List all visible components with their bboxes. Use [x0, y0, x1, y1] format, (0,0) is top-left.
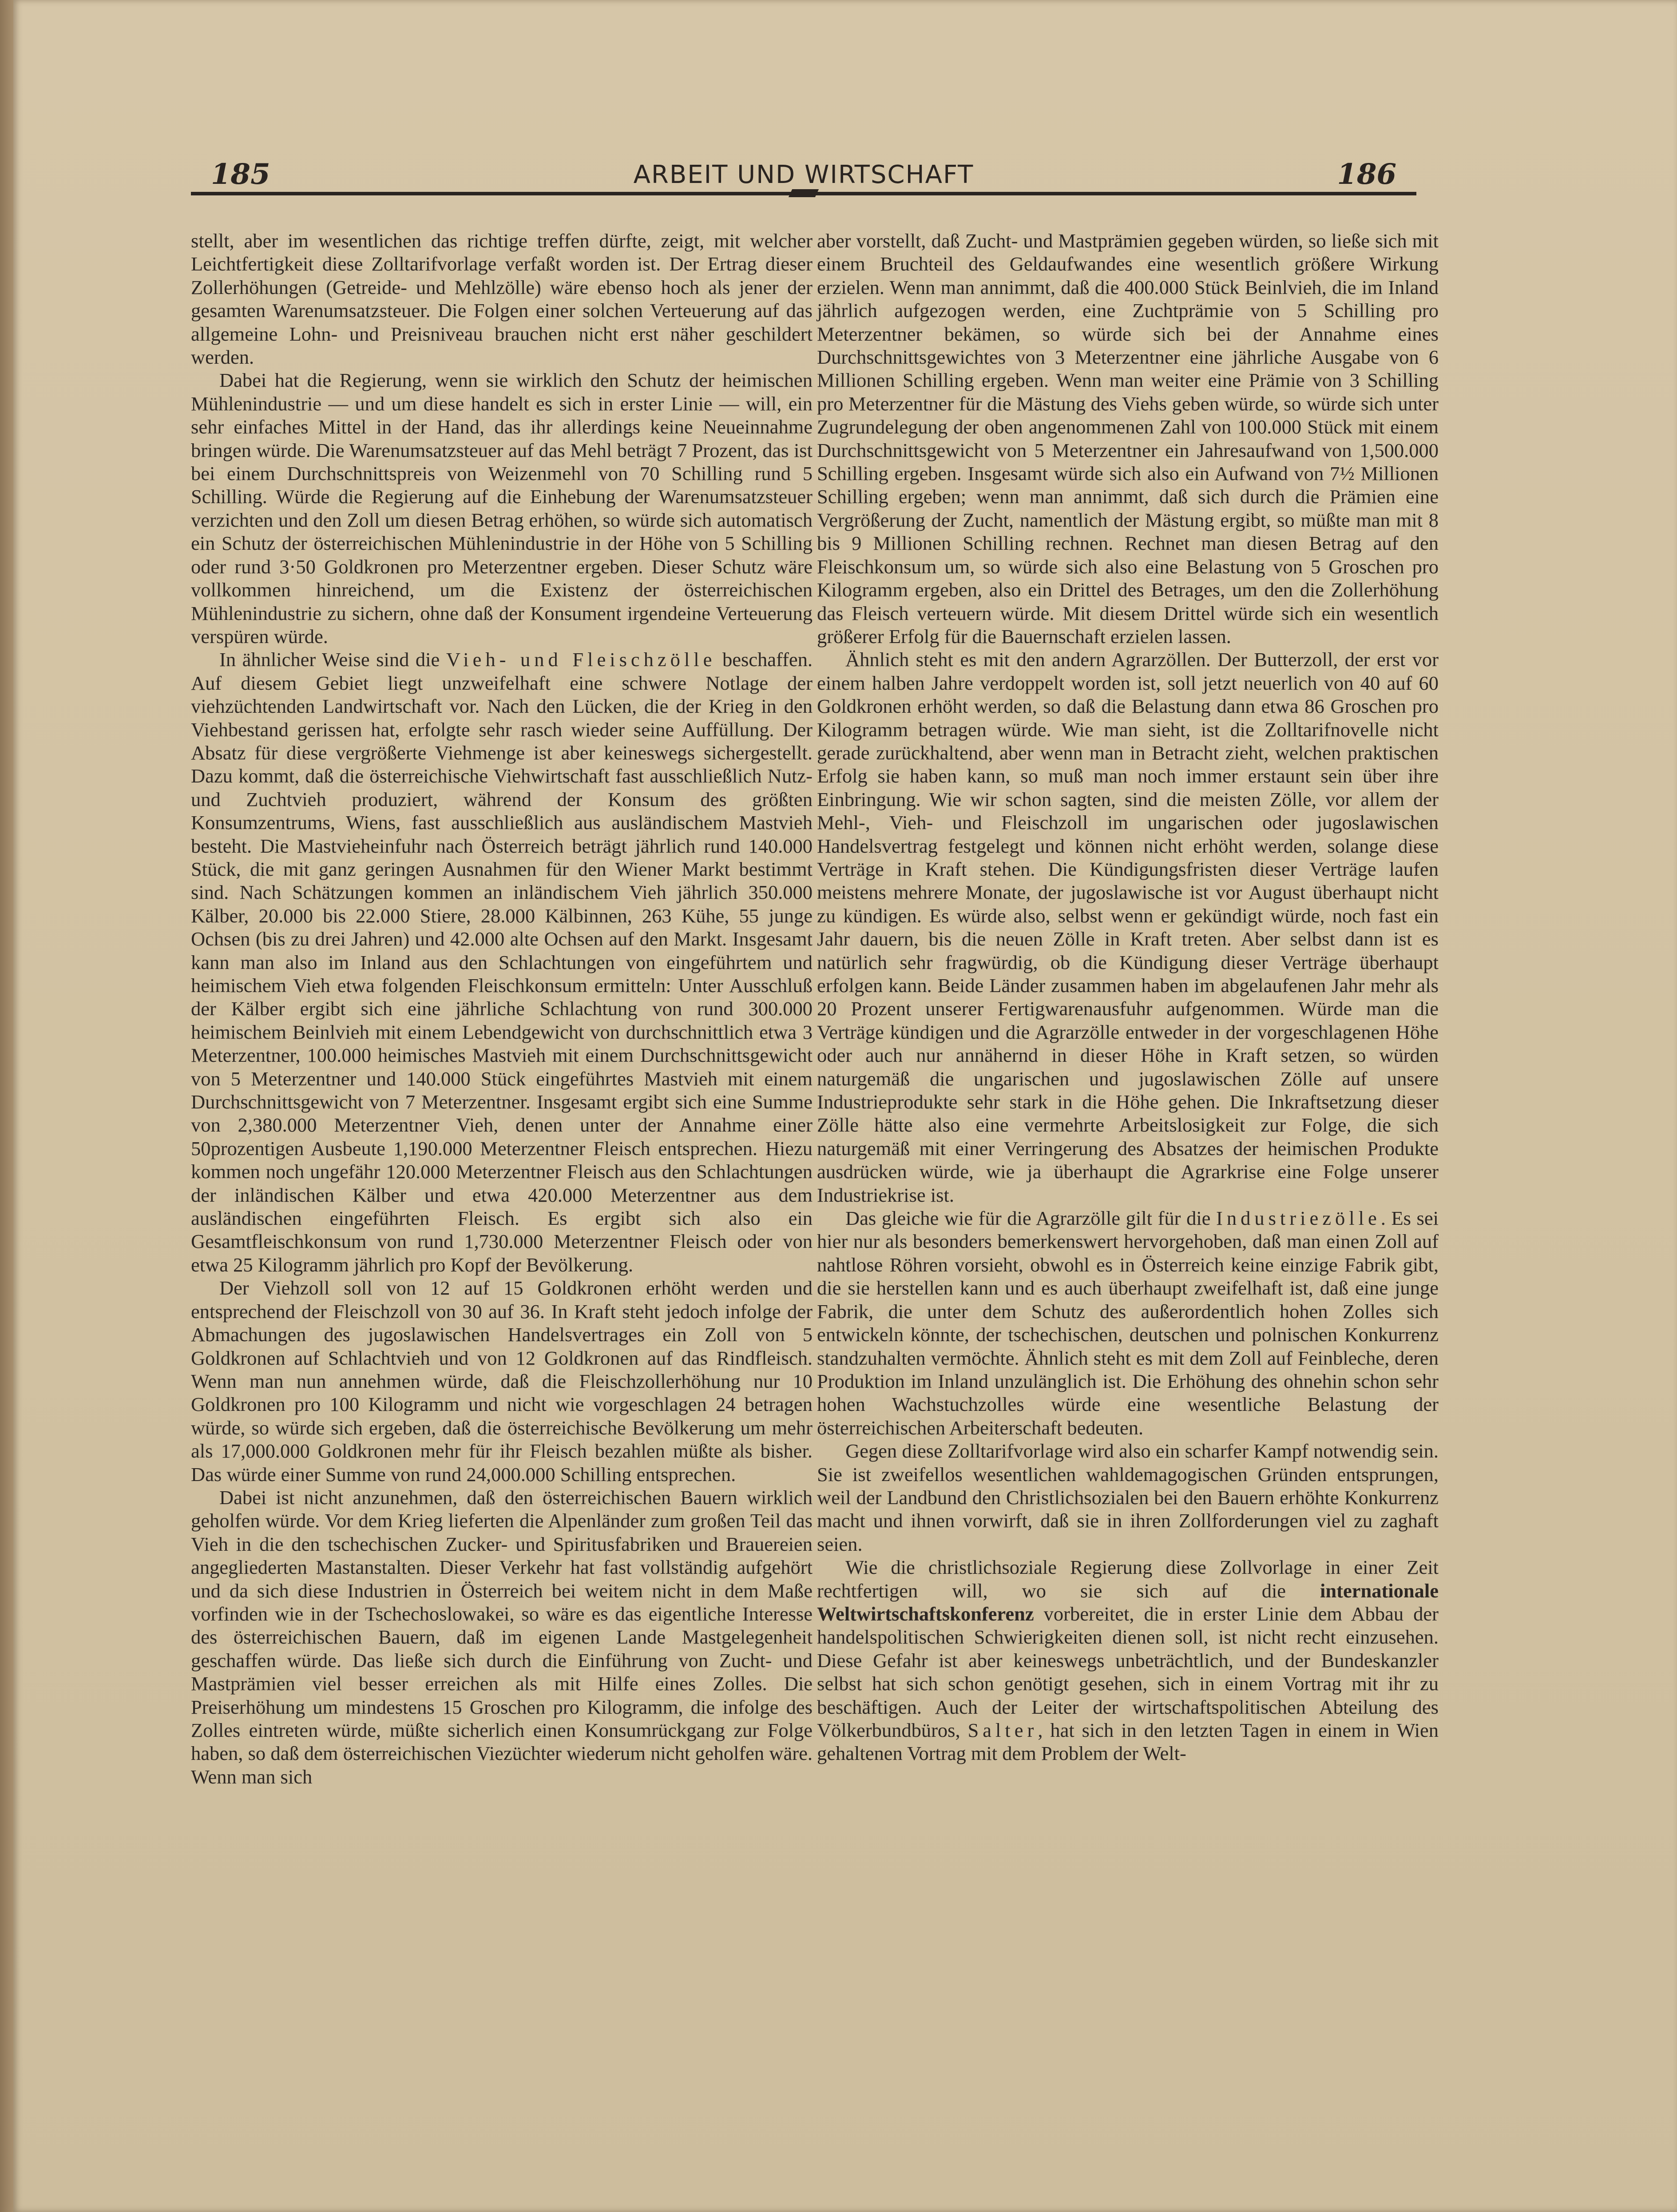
- page-number-right: 186: [1337, 158, 1396, 191]
- paragraph: [817, 1207, 1439, 1439]
- paragraph: [817, 1556, 1439, 1765]
- paragraph: Dabei hat die Regierung, wenn sie wirklich den Schutz der heimischen Mühlenindustrie — und um diese handelt es sich in erster Linie — will, ein sehr einfaches Mittel in der Hand, das ihr allerdings keine Neueinnahme bringen würde. Die Warenumsatzsteuer auf das Mehl beträgt 7 Prozent, das ist bei einem Durchschnittspreis von Weizenmehl von 70 Schilling rund 5 Schilling. Würde die Regierung auf die Einhebung der Warenumsatzsteuer verzichten und den Zoll um diesen Betrag erhöhen, so würde sich automatisch ein Schutz der österreichischen Mühlenindustrie in der Höhe von 5 Schilling oder rund 3·50 Goldkronen pro Meterzentner ergeben. Dieser Schutz wäre vollkommen hinreichend, um die Existenz der österreichischen Mühlenindustrie zu sichern, ohne daß der Konsument irgendeine Verteuerung verspüren würde.: [191, 369, 813, 647]
- journal-title: ARBEIT UND WIRTSCHAFT: [633, 160, 974, 189]
- paragraph: [191, 648, 813, 1276]
- text-run: In ähnlicher Weise sind die: [219, 648, 446, 671]
- text-run: , hat sich in den letzten Tagen in einem in Wien gehaltenen Vortrag mit dem Problem der Welt-: [817, 1719, 1439, 1765]
- emphasized-term: Vieh- und Fleischzölle: [446, 648, 716, 671]
- paragraph: stellt, aber im wesentlichen das richtige treffen dürfte, zeigt, mit welcher Leichtfertigkeit diese Zolltarifvorlage verfaßt worden ist. Der Ertrag dieser Zollerhöhungen (Getreide- und Mehlzölle) wäre ebenso hoch als jener der gesamten Warenumsatzsteuer. Die Folgen einer solchen Verteuerung auf das allgemeine Lohn- und Preisniveau brauchen nicht erst näher geschildert werden.: [191, 230, 813, 369]
- text-run: Das gleiche wie für die Agrarzölle gilt für die: [845, 1207, 1217, 1230]
- paragraph: Gegen diese Zolltarifvorlage wird also ein scharfer Kampf notwendig sein. Sie ist zweifellos wesentlichen wahldemagogischen Gründen entsprungen, weil der Landbund den Christlichsozialen bei den Bauern erhöhte Konkurrenz macht und ihnen vorwirft, daß sie in ihren Zollforderungen viel zu zaghaft seien.: [817, 1440, 1439, 1555]
- text-run: . Es sei hier nur als besonders bemerkenswert hervorgehoben, daß man einen Zoll auf nahtlose Röhren vorsieht, obwohl es in Österreich keine einzige Fabrik gibt, die sie herstellen kann und es auch überhaupt zweifelhaft ist, daß eine junge Fabrik, die unter dem Schutz des außerordentlich hohen Zolles sich entwickeln könnte, der tschechischen, deutschen und polnischen Konkurrenz standzuhalten vermöchte. Ähnlich steht es mit dem Zoll auf Feinbleche, deren Produktion im Inland unzulänglich ist. Die Erhöhung des ohnehin schon sehr hohen Wachstuchzolles würde eine wesentliche Belastung der österreichischen Arbeiterschaft bedeuten.: [817, 1207, 1439, 1439]
- page-binding-edge: [0, 0, 13, 2212]
- emphasized-term: Industriezölle: [1216, 1207, 1381, 1230]
- text-run: vorbereitet, die in erster Linie dem Abbau der handelspolitischen Schwierigkeiten dienen soll, ist nicht recht einzusehen. Diese Gefahr ist aber keineswegs unbeträchtlich, und der Bundeskanzler selbst hat sich schon genötigt gesehen, sich in einem Vortrag mit ihr zu beschäftigen. Auch der Leiter der wirtschaftspolitischen Abteilung des Völkerbundbüros,: [817, 1602, 1439, 1741]
- paragraph: Dabei ist nicht anzunehmen, daß den österreichischen Bauern wirklich geholfen würde. Vor dem Krieg lieferten die Alpenländer zum großen Teil das Vieh in die den tschechischen Zucker- und Spiritusfabriken und Brauereien angegliederten Mastanstalten. Dieser Verkehr hat fast vollständig aufgehört und da sich diese Industrien in Österreich bei weitem nicht in dem Maße vorfinden wie in der Tschechoslowakei, so wäre es das eigentliche Interesse des österreichischen Bauern, daß im eigenen Lande Mastgelegenheit geschaffen würde. Das ließe sich durch die Einführung von Zucht- und Mastprämien viel besser erreichen als mit Hilfe eines Zolles. Die Preiserhöhung um mindestens 15 Groschen pro Kilogramm, die infolge des Zolles eintreten würde, müßte sicherlich einen Konsumrückgang zur Folge haben, so daß dem österreichischen Viezüchter wiederum nicht geholfen wäre. Wenn man sich: [191, 1486, 813, 1788]
- paragraph: Ähnlich steht es mit den andern Agrarzöllen. Der Butterzoll, der erst vor einem halben Jahre verdoppelt worden ist, soll jetzt neuerlich von 40 auf 60 Goldkronen erhöht werden, so daß die Belastung dann etwa 86 Groschen pro Kilogramm betragen würde. Wie man sieht, ist die Zolltarifnovelle nicht gerade zurückhaltend, aber wenn man in Betracht zieht, welchen praktischen Erfolg sie haben kann, so muß man noch immer erstaunt sein über ihre Einbringung. Wie wir schon sagten, sind die meisten Zölle, vor allem der Mehl-, Vieh- und Fleischzoll im ungarischen oder jugoslawischen Handelsvertrag festgelegt und können nicht erhöht werden, solange diese Verträge in Kraft stehen. Die Kündigungsfristen dieser Verträge laufen meistens mehrere Monate, der jugoslawische ist vor August überhaupt nicht zu kündigen. Es würde also, selbst wenn er gekündigt würde, noch fast ein Jahr dauern, bis die neuen Zölle in Kraft treten. Aber selbst dann ist es natürlich sehr fragwürdig, ob die Kündigung dieser Verträge überhaupt erfolgen kann. Beide Länder zusammen haben im abgelaufenen Jahr mehr als 20 Prozent unserer Fertigwarenausfuhr aufgenommen. Würde man die Verträge kündigen und die Agrarzölle entweder in der vorgeschlagenen Höhe oder auch nur annähernd in dieser Höhe in Kraft setzen, so würden naturgemäß die ungarischen und jugoslawischen Zölle auf unsere Industrieprodukte sehr stark in die Höhe gehen. Die Inkraftsetzung dieser Zölle hätte also eine vermehrte Arbeitslosigkeit zur Folge, die sich naturgemäß mit einer Verringerung des Absatzes der heimischen Produkte ausdrücken würde, wie ja überhaupt die Agrarkrise eine Folge unserer Industriekrise ist.: [817, 648, 1439, 1206]
- right-column: [817, 229, 1439, 1765]
- left-column: [191, 229, 813, 1788]
- paragraph: aber vorstellt, daß Zucht- und Mastprämien gegeben würden, so ließe sich mit einem Bruchteil des Geldaufwandes eine wesentlich größere Wirkung erzielen. Wenn man annimmt, daß die 400.000 Stück Beinlvieh, die im Inland jährlich aufgezogen werden, eine Zuchtprämie von 5 Schilling pro Meterzentner bekämen, so würde sich bei der Annahme eines Durchschnittsgewichtes von 3 Meterzentner eine jährliche Ausgabe von 6 Millionen Schilling ergeben. Wenn man weiter eine Prämie von 3 Schilling pro Meterzentner für die Mästung des Viehs geben würde, so würde sich unter Zugrundelegung der oben angenommenen Zahl von 100.000 Stück mit einem Durchschnittsgewicht von 5 Meterzentner ein Jahresaufwand von 1,500.000 Schilling ergeben. Insgesamt würde sich also ein Aufwand von 7½ Millionen Schilling ergeben; wenn man annimmt, daß sich durch die Prämien eine Vergrößerung der Zucht, namentlich der Mästung ergibt, so müßte man mit 8 bis 9 Millionen Schilling rechnen. Rechnet man diesen Betrag auf den Fleischkonsum um, so würde sich also eine Belastung von 5 Groschen pro Kilogramm ergeben, also ein Drittel des Betrages, um den die Zollerhöhung das Fleisch verteuern würde. Mit diesem Drittel würde sich ein wesentlich größerer Erfolg für die Bauernschaft erzielen lassen.: [817, 230, 1439, 647]
- page-number-left: 185: [211, 158, 270, 191]
- header-rule-ornament: [789, 189, 819, 197]
- bold-term: internationale Weltwirtschaftskonferenz: [817, 1579, 1439, 1625]
- text-run: Wie die christlichsoziale Regierung diese Zollvorlage in einer Zeit rechtfertigen will, wo sie sich auf die: [817, 1556, 1439, 1602]
- paragraph: Der Viehzoll soll von 12 auf 15 Goldkronen erhöht werden und entsprechend der Fleischzoll von 30 auf 36. In Kraft steht jedoch infolge der Abmachungen des jugoslawischen Handelsvertrages ein Zoll von 5 Goldkronen auf Schlachtvieh und von 12 Goldkronen auf das Rindfleisch. Wenn man nun annehmen würde, daß die Fleischzollerhöhung nur 10 Goldkronen pro 100 Kilogramm und nicht wie vorgeschlagen 24 betragen würde, so würde sich ergeben, daß die österreichische Bevölkerung um mehr als 17,000.000 Goldkronen mehr für ihr Fleisch bezahlen müßte als bisher. Das würde einer Summe von rund 24,000.000 Schilling entsprechen.: [191, 1277, 813, 1485]
- emphasized-name: Salter: [967, 1719, 1038, 1741]
- text-run: beschaffen. Auf diesem Gebiet liegt unzweifelhaft eine schwere Notlage der viehzüchtenden Landwirtschaft vor. Nach den Lücken, die der Krieg in den Viehbestand gerissen hat, erfolgte sehr rasch wieder seine Auffüllung. Der Absatz für diese vergrößerte Viehmenge ist aber keineswegs sichergestellt. Dazu kommt, daß die österreichische Viehwirtschaft fast ausschließlich Nutz- und Zuchtvieh produziert, während der Konsum des größten Konsumzentrums, Wiens, fast ausschließlich aus ausländischem Mastvieh besteht. Die Mastvieheinfuhr nach Österreich beträgt jährlich rund 140.000 Stück, die mit ganz geringen Ausnahmen für den Wiener Markt bestimmt sind. Nach Schätzungen kommen an inländischem Vieh jährlich 350.000 Kälber, 20.000 bis 22.000 Stiere, 28.000 Kälbinnen, 263 Kühe, 55 junge Ochsen (bis zu drei Jahren) und 42.000 alte Ochsen auf den Markt. Insgesamt kann man also im Inland aus den Schlachtungen von eingeführtem und heimischem Vieh etwa folgenden Fleischkonsum ermitteln: Unter Ausschluß der Kälber ergibt sich eine jährliche Schlachtung von rund 300.000 heimischem Beinlvieh mit einem Lebendgewicht von durchschnittlich etwa 3 Meterzentner, 100.000 heimisches Mastvieh mit einem Durchschnittsgewicht von 5 Meterzentner und 140.000 Stück eingeführtes Mastvieh mit einem Durchschnittsgewicht von 7 Meterzentner. Insgesamt ergibt sich eine Summe von 2,380.000 Meterzentner Vieh, denen unter der Annahme einer 50prozentigen Ausbeute 1,190.000 Meterzentner Fleisch entsprechen. Hiezu kommen noch ungefähr 120.000 Meterzentner Fleisch aus den Schlachtungen der inländischen Kälber und etwa 420.000 Meterzentner aus dem ausländischen eingeführten Fleisch. Es ergibt sich also ein Gesamtfleischkonsum von rund 1,730.000 Meterzentner Fleisch oder von etwa 25 Kilogramm jährlich pro Kopf der Bevölkerung.: [191, 648, 813, 1276]
